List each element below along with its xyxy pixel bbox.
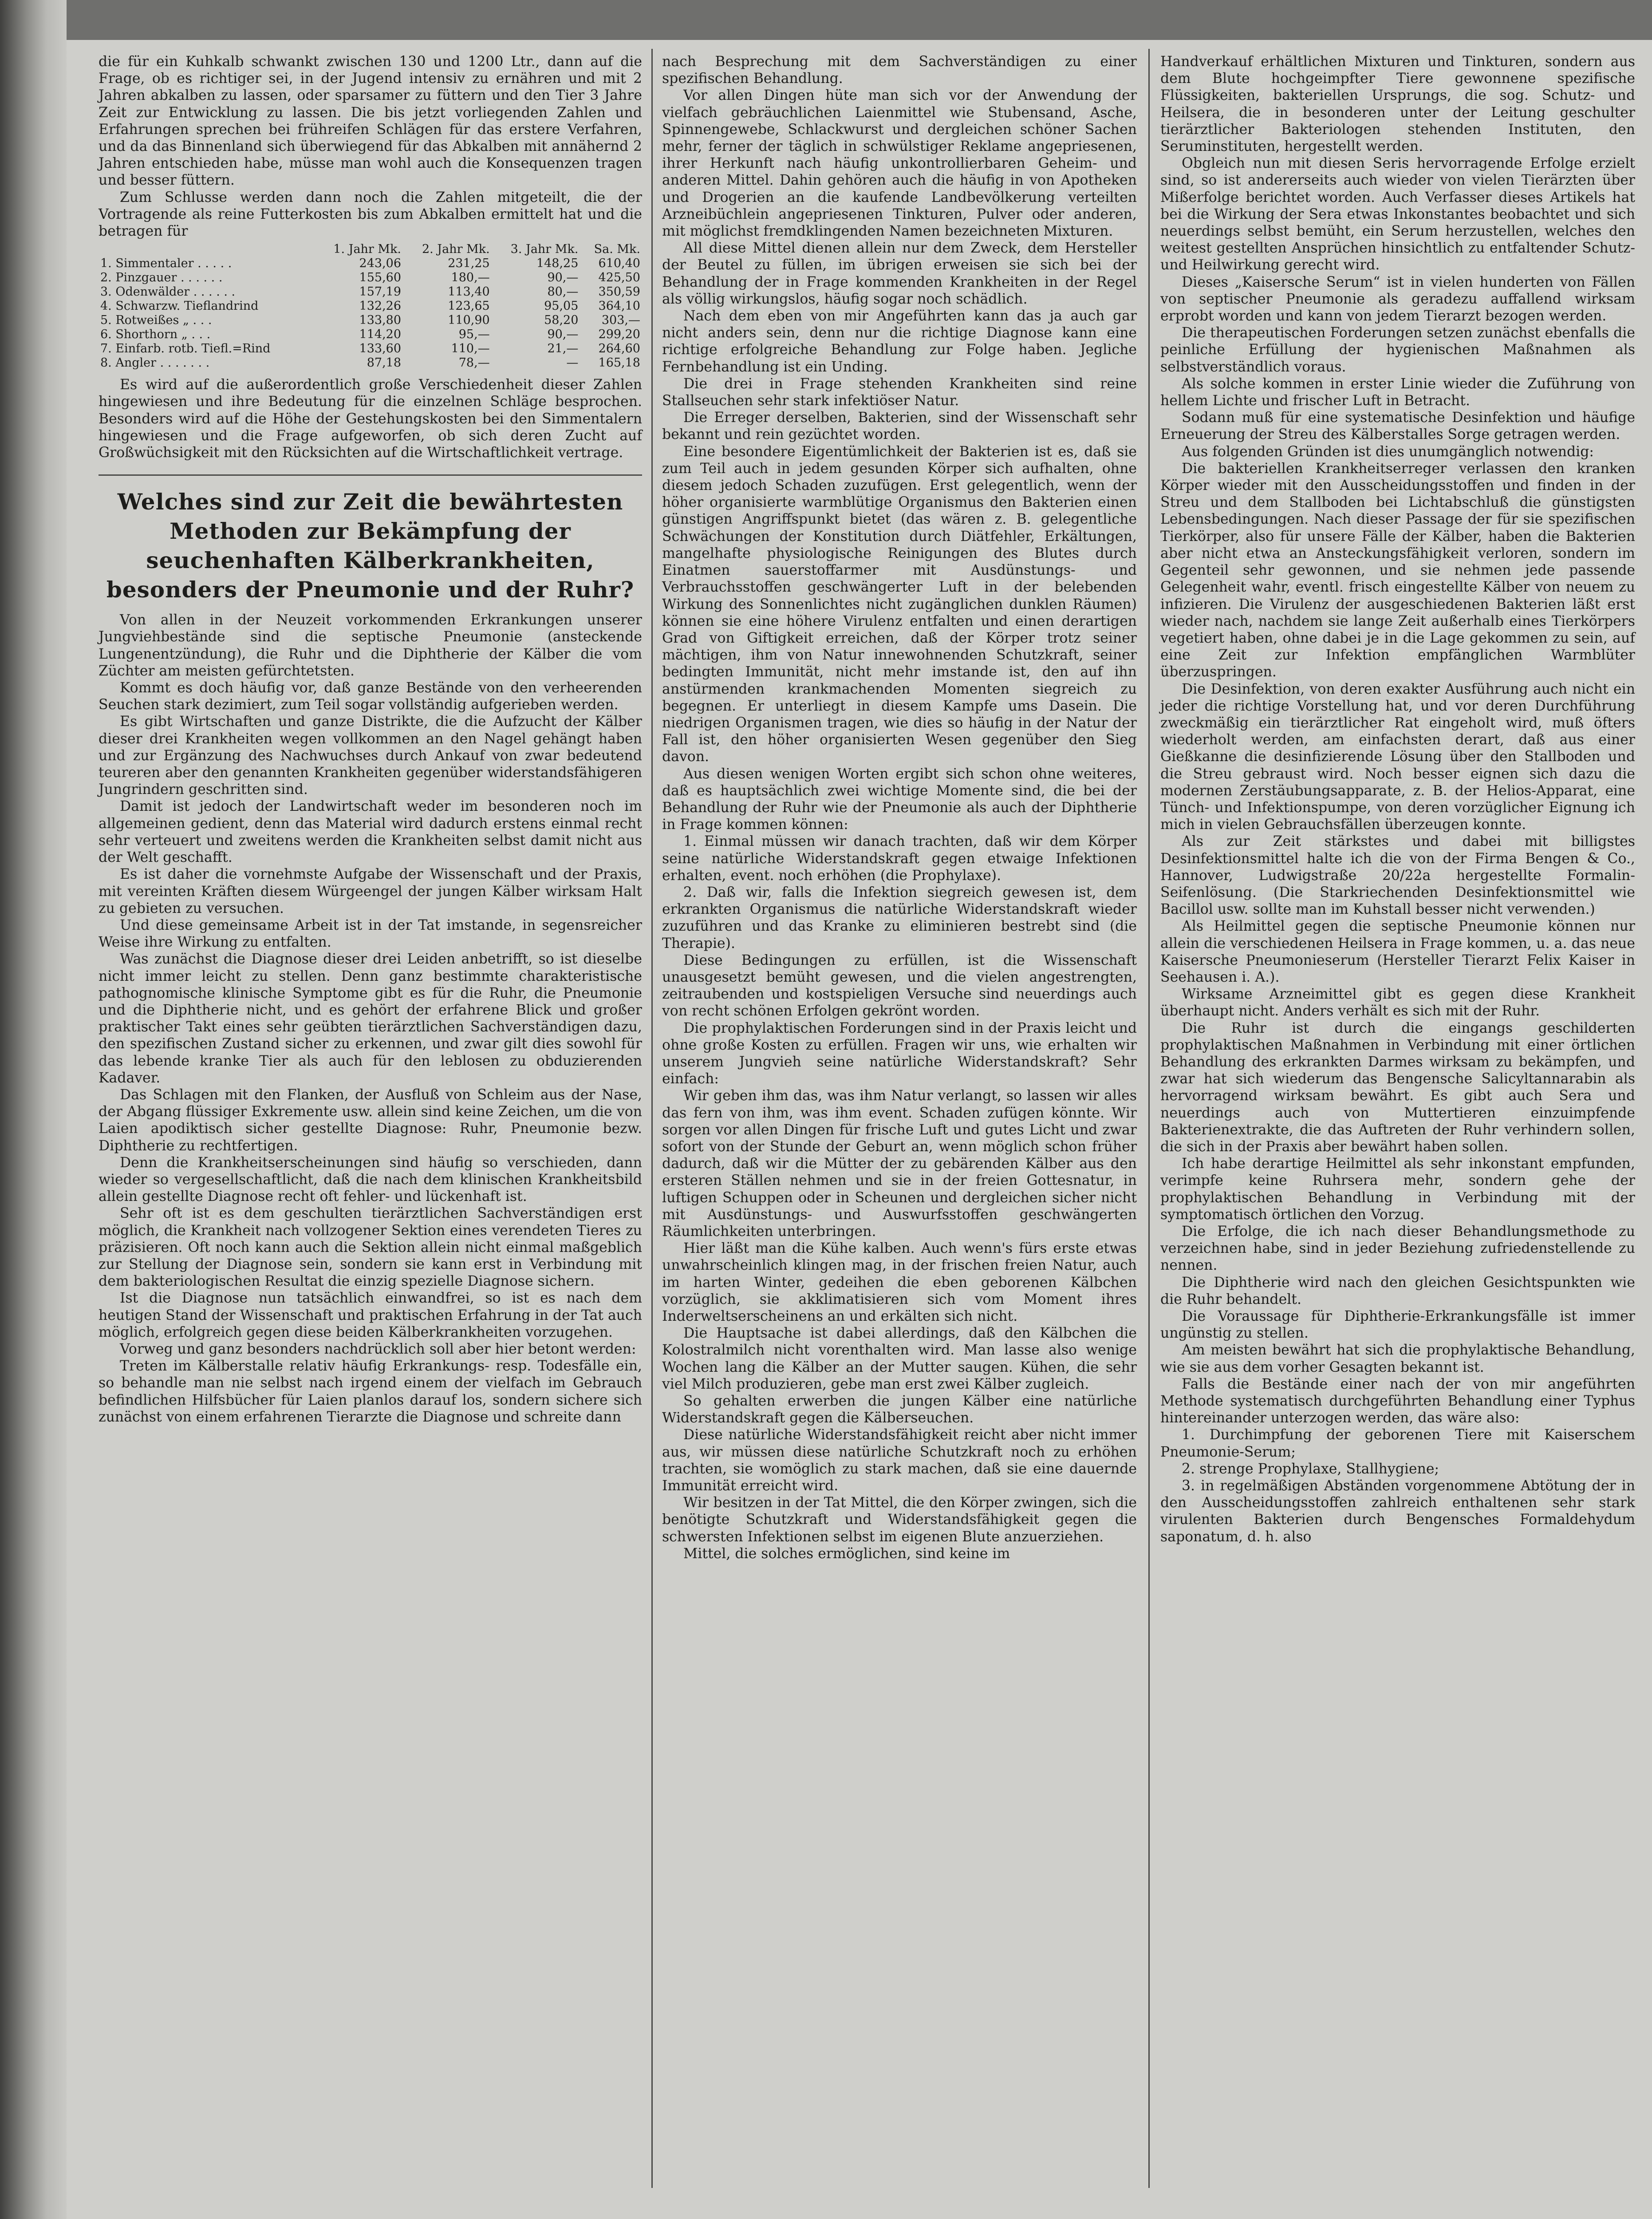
body-paragraph: Obgleich nun mit diesen Seris hervorragende Erfolge erzielt sind, so ist andererseits auch wieder von vielen Tierärzten über Mißerfolge berichtet worden. Auch Verfasser dieses Artikels hat bei die Wirkung der Sera etwas Inkonstantes beobachtet und sich neuerdings selbst bemüht, ein Serum herzustellen, welches den weitest gestellten Ansprüchen hinsichtlich zu entfaltender Schutz- und Heilwirkung gerecht wird. (1160, 155, 1635, 273)
body-paragraph: Aus folgenden Gründen ist dies unumgänglich notwendig: (1182, 443, 1594, 460)
table-row (99, 271, 642, 285)
body-paragraph: All diese Mittel dienen allein nur dem Zweck, dem Hersteller der Beutel zu füllen, im übrigen erweisen sie sich bei der Behandlung der in Frage kommenden Krankheiten in der Regel als völlig wirkungslos, häufig sogar noch schädlich. (662, 240, 1137, 307)
body-paragraph: Wir geben ihm das, was ihm Natur verlangt, so lassen wir alles das fern von ihm, was ihm event. Schaden zufügen könnte. Wir sorgen vor allen Dingen für frische Luft und gutes Licht und zwar sofort von der Stunde der Geburt an, wenn möglich schon früher dadurch, daß wir die Mütter der zu gebärenden Kälber aus den ersteren Ställen nehmen und sie in der freien Gottesnatur, in luftigen Schuppen oder in Scheunen und dergleichen sicher nicht mit Ausdünstungs- und Auswurfsstoffen geschwängerten Räumlichkeiten unterbringen. (662, 1088, 1137, 1240)
right-column (1160, 53, 1635, 1545)
body-paragraph: Hier läßt man die Kühe kalben. Auch wenn's fürs erste etwas unwahrscheinlich klingen mag, in der frischen freien Natur, auch im harten Winter, gedeihen die eben geborenen Kälbchen vorzüglich, sie akklimatisieren sich vom Moment ihres Inderweltserscheinens an und erkälten sich nicht. (662, 1240, 1137, 1325)
body-paragraph: Die Hauptsache ist dabei allerdings, daß den Kälbchen die Kolostralmilch nicht vorenthalten wird. Man lasse also wenige Wochen lang die Kälber an der Mutter saugen. Kühen, die sehr viel Milch produzieren, gebe man erst zwei Kälber zugleich. (662, 1325, 1137, 1392)
list-item: 3. in regelmäßigen Abständen vorgenommene Abtötung der in den Ausscheidungsstoffen zahlreich enthaltenen sehr stark virulenten Bakterien durch Bengensches Formaldehydum saponatum, d. h. also (1160, 1478, 1635, 1545)
body-paragraph: Die Ruhr ist durch die eingangs geschilderten prophylaktischen Maßnahmen in Verbindung mit einer örtlichen Behandlung des erkrankten Darmes wirksam zu bekämpfen, und zwar hat sich wiederum das Bengensche Salicyltannarabin als hervorragend wirksam bewährt. Es gibt auch Sera und neuerdings auch von Muttertieren einzuimpfende Bakterienextrakte, die das Auftreten der Ruhr verhindern sollen, die sich in der Praxis aber bewährt haben sollen. (1160, 1020, 1635, 1155)
body-paragraph: Vor allen Dingen hüte man sich vor der Anwendung der vielfach gebräuchlichen Laienmittel wie Stubensand, Asche, Spinnengewebe, Schlackwurst und dergleichen schöner Sachen mehr, ferner der täglich in schwülstiger Reklame angepriesenen, ihrer Herkunft nach häufig unkontrollierbaren Geheim- und anderen Mittel. Dahin gehören auch die häufig in von Apotheken und Drogerien an die kaufende Landbevölkerung verteilten Arzneibüchlein angepriesenen Tinkturen, Pulver oder anderen, mit möglichst fremdklingenden Namen bezeichneten Mixturen. (662, 87, 1137, 240)
breed-cell: 4. Schwarzw. Tieflandrind (100, 299, 259, 313)
breed-cell: 6. Shorthorn „ . . . (100, 328, 211, 342)
body-paragraph: Eine besondere Eigentümlichkeit der Bakterien ist es, daß sie zum Teil auch in jedem gesunden Körper sich aufhalten, ohne diesem jedoch Schaden zuzufügen. Erst gelegentlich, wenn der höher organisierte warmblütige Organismus den Bakterien einen günstigen Angriffspunkt bietet (das wären z. B. gelegentliche Schwächungen der Konstitution durch Diätfehler, Erkältungen, mangelhafte physiologische Reinigungen des Blutes durch Einatmen sauerstoffarmer mit Ausdünstungs- und Verbrauchsstoffen geschwängerter Luft in der belebenden Wirkung des Sonnenlichtes nicht zugänglichen dunklen Räumen) können sie eine höhere Virulenz entfalten und einen derartigen Grad von Giftigkeit erreichen, daß der Körper trotz seiner mächtigen, ihm von Natur innewohnenden Schutzkraft, seiner bedingten Immunität, nicht mehr imstande ist, den auf ihn anstürmenden krankmachenden Momenten siegreich zu begegnen. Er unterliegt in diesem Kampfe ums Dasein. Die niedrigen Organismen tragen, wie dies so häufig in der Natur der Fall ist, den höher organisierten Wesen gegenüber den Sieg davon. (662, 443, 1137, 765)
table-header: 2. Jahr Mk. (422, 242, 490, 257)
body-paragraph: Von allen in der Neuzeit vorkommenden Erkrankungen unserer Jungviehbestände sind die septische Pneumonie (ansteckende Lungenentzündung), die Ruhr und die Diphtherie der Kälber die vom Züchter am meisten gefürchtetsten. (99, 612, 642, 679)
cost-cell: 90,— (547, 271, 579, 285)
cost-cell: 231,25 (448, 257, 490, 271)
table-row (99, 328, 642, 342)
table-header-row (99, 242, 642, 257)
list-item: 2. strenge Prophylaxe, Stallhygiene; (1182, 1461, 1439, 1477)
treatment-list (1160, 1426, 1635, 1545)
breed-cell: 8. Angler . . . . . . . (100, 356, 210, 370)
cost-cell: 180,— (451, 271, 490, 285)
body-paragraph: So gehalten erwerben die jungen Kälber eine natürliche Widerstandskraft gegen die Kälberseuchen. (662, 1393, 1137, 1426)
cost-cell: 95,— (458, 328, 490, 342)
breed-cell: 3. Odenwälder . . . . . . (100, 285, 236, 299)
body-paragraph: Das Schlagen mit den Flanken, der Ausfluß von Schleim aus der Nase, der Abgang flüssiger Exkremente usw. allein sind keine Zeichen, um die von Laien apodiktisch sicher gestellte Diagnose: Ruhr, Pneumonie bezw. Diphtherie zu rechtfertigen. (99, 1086, 642, 1154)
table-row (99, 313, 642, 328)
article-divider (99, 474, 642, 476)
book-page-edge (0, 0, 67, 2219)
body-paragraph: Es ist daher die vornehmste Aufgabe der Wissenschaft und der Praxis, mit vereinten Kräften diesem Würgeengel der jungen Kälber wirksam Halt zu gebieten zu versuchen. (99, 866, 642, 916)
breed-cell: 7. Einfarb. rotb. Tiefl.=Rind (100, 342, 271, 356)
body-paragraph: Falls die Bestände einer nach der von mir angeführten Methode systematisch durchgeführten Behandlung einer Typhus hintereinander unterzogen werden, das wäre also: (1160, 1376, 1635, 1426)
cost-cell: 114,20 (359, 328, 402, 342)
body-paragraph: Die bakteriellen Krankheitserreger verlassen den kranken Körper wieder mit den Ausscheidungsstoffen und finden in der Streu und dem Stallboden bei Lichtabschluß die günstigsten Lebensbedingungen. Nach dieser Passage der für sie spezifischen Tierkörper, also für unsere Fälle der Kälber, haben die Bakterien aber nicht etwa an Ansteckungsfähigkeit verloren, sondern im Gegenteil sehr gewonnen, und sie nehmen jede passende Gelegenheit wahr, eventl. frisch eingestellte Kälber von neuem zu infizieren. Die Virulenz der ausgeschiedenen Bakterien läßt erst wieder nach, nachdem sie lange Zeit außerhalb eines Tierkörpers vegetiert haben, ohne dabei je in die Lage gekommen zu sein, auf eine Zeit zur Infektion empfänglichen Warmblüter überzuspringen. (1160, 460, 1635, 680)
cost-cell: 132,26 (359, 299, 402, 313)
body-paragraph: Die drei in Frage stehenden Krankheiten sind reine Stallseuchen sehr stark infektiöser Natur. (662, 375, 1137, 409)
body-paragraph: Und diese gemeinsame Arbeit ist in der Tat imstande, in segensreicher Weise ihre Wirkung zu entfalten. (99, 917, 642, 951)
cost-cell: 110,— (451, 342, 490, 356)
body-paragraph: Ist die Diagnose nun tatsächlich einwandfrei, so ist es nach dem heutigen Stand der Wissenschaft und praktischen Erfahrung in der Tat auch möglich, erfolgreich gegen diese beiden Kälberkrankheiten vorzugehen. (99, 1290, 642, 1340)
cost-cell: 165,18 (598, 356, 640, 370)
table-header (99, 242, 314, 257)
body-paragraph: Diese natürliche Widerstandsfähigkeit reicht aber nicht immer aus, wir müssen diese natürliche Schutzkraft noch zu erhöhen trachten, sie womöglich zu stark machen, daß sie eine dauernde Immunität erreicht wird. (662, 1427, 1137, 1494)
body-paragraph: Sodann muß für eine systematische Desinfektion und häufige Erneuerung der Streu des Kälberstalles Sorge getragen werden. (1160, 410, 1635, 443)
column-rule-right (1148, 49, 1150, 2188)
body-paragraph: 2. Daß wir, falls die Infektion siegreich gewesen ist, dem erkrankten Organismus die natürliche Widerstandskraft wieder zuzuführen und das Kranke zu eliminieren bestrebt sind (die Therapie). (662, 884, 1137, 952)
cost-cell: 123,65 (448, 299, 490, 313)
costs-paragraph: Zum Schlusse werden dann noch die Zahlen mitgeteilt, die der Vortragende als reine Futterkosten bis zum Abkalben ermittelt hat und die betragen für (99, 189, 642, 240)
body-paragraph: Die Desinfektion, von deren exakter Ausführung auch nicht ein jeder die richtige Vorstellung hat, und vor deren Durchführung zweckmäßig ein tierärztlicher Rat eingeholt wird, muß öfters wiederholt werden, am einfachsten derart, daß aus einer Gießkanne die desinfizierende Lösung über den Stallboden und die Streu gebraust wird. Noch besser eignen sich dazu die modernen Zerstäubungsapparate, z. B. der Helios-Apparat, eine Tünch- und Infektionspumpe, von deren vorzüglicher Eignung ich mich in vielen Gebrauchsfällen überzeugen konnte. (1160, 681, 1635, 833)
body-paragraph: Die therapeutischen Forderungen setzen zunächst ebenfalls die peinliche Erfüllung der hygienischen Maßnahmen als selbstverständlich voraus. (1160, 325, 1635, 375)
table-header: Sa. Mk. (594, 242, 640, 257)
body-paragraph: Als zur Zeit stärkstes und dabei mit billigstes Desinfektionsmittel halte ich die von der Firma Bengen & Co., Hannover, Ludwigstraße 20/22a hergestellte Formalin-Seifenlösung. (Die Starkriechenden Desinfektionsmittel wie Bacillol usw. sollte man im Kuhstall besser nicht verwenden.) (1160, 833, 1635, 918)
cost-cell: 264,60 (598, 342, 640, 356)
cost-cell: 113,40 (448, 285, 490, 299)
body-paragraph: Die Erfolge, die ich nach dieser Behandlungsmethode zu verzeichnen habe, sind in jeder Beziehung zufriedenstellende zu nennen. (1160, 1224, 1635, 1274)
cost-cell: 133,60 (359, 342, 402, 356)
breed-cell: 5. Rotweißes „ . . . (100, 313, 212, 328)
body-paragraph: Handverkauf erhältlichen Mixturen und Tinkturen, sondern aus dem Blute hochgeimpfter Tiere gewonnene spezifische Flüssigkeiten, bakteriellen Ursprungs, die sog. Schutz- und Heilsera, die in besonderen unter der Leitung geschulter tierärztlicher Bakteriologen stehenden Instituten, den Seruminstituten, hergestellt werden. (1160, 54, 1635, 155)
cost-cell: 87,18 (367, 356, 402, 370)
cost-cell: 425,50 (598, 271, 640, 285)
cost-cell: — (566, 356, 579, 370)
body-paragraph: Aus diesen wenigen Worten ergibt sich schon ohne weiteres, daß es hauptsächlich zwei wichtige Momente sind, die bei der Behandlung der Ruhr wie der Pneumonie als auch der Diphtherie in Frage kommen können: (662, 766, 1137, 833)
cost-cell: 157,19 (359, 285, 402, 299)
table-header: 1. Jahr Mk. (333, 242, 402, 257)
intro-paragraph: die für ein Kuhkalb schwankt zwischen 130 und 1200 Ltr., dann auf die Frage, ob es richtiger sei, in der Jugend intensiv zu ernähren und mit 2 Jahren abkalben zu lassen, oder sparsamer zu füttern und den Tier 3 Jahre Zeit zur Entwicklung zu lassen. Die bis jetzt vorliegenden Zahlen und Erfahrungen sprechen bei frühreifen Schlägen für das erstere Verfahren, und da das Binnenland sich überwiegend für das Abkalben mit annähernd 2 Jahren entschieden habe, müsse man wohl auch die Konsequenzen tragen und besser füttern. (99, 54, 642, 189)
body-paragraph: Am meisten bewährt hat sich die prophylaktische Behandlung, wie sie aus dem vorher Gesagten bekannt ist. (1160, 1342, 1635, 1375)
body-paragraph: Nach dem eben von mir Angeführten kann das ja auch gar nicht anders sein, denn nur die richtige Diagnose kann eine richtige erfolgreiche Behandlung zur Folge haben. Jegliche Fernbehandlung ist ein Unding. (662, 308, 1137, 375)
closing-paragraph: Es wird auf die außerordentlich große Verschiedenheit dieser Zahlen hingewiesen und ihre Bedeutung für die einzelnen Schläge besprochen. Besonders wird auf die Höhe der Gestehungskosten bei den Simmentalern hingewiesen und die Frage aufgeworfen, ob sich deren Zucht auf Großwüchsigkeit mit den Rücksichten auf die Wirtschaftlichkeit vertrage. (99, 377, 642, 461)
cost-cell: 610,40 (598, 257, 640, 271)
breed-cell: 1. Simmentaler . . . . . (100, 257, 232, 271)
column-rule-left (651, 49, 653, 2188)
cost-cell: 133,80 (359, 313, 402, 328)
table-row (99, 257, 642, 271)
cost-cell: 243,06 (359, 257, 402, 271)
body-paragraph: Sehr oft ist es dem geschulten tierärztlichen Sachverständigen erst möglich, die Krankheit nach vollzogener Sektion eines verendeten Tieres zu präzisieren. Oft noch kann auch die Sektion allein nicht einmal maßgeblich zur Stellung der Diagnose sein, sondern sie kann erst in Verbindung mit dem bakteriologischen Resultat die einzig spezielle Diagnose sichern. (99, 1205, 642, 1290)
body-paragraph: Als solche kommen in erster Linie wieder die Zuführung von hellem Lichte und frischer Luft in Betracht. (1160, 375, 1635, 409)
cost-cell: 299,20 (598, 328, 640, 342)
cost-cell: 95,05 (544, 299, 579, 313)
body-paragraph: Die Erreger derselben, Bakterien, sind der Wissenschaft sehr bekannt und rein gezüchtet worden. (662, 410, 1137, 443)
body-paragraph: Es gibt Wirtschaften und ganze Distrikte, die die Aufzucht der Kälber dieser drei Krankheiten wegen vollkommen an den Nagel gehängt haben und zur Ergänzung des Nachwuchses durch Ankauf von zwar bedeutend teureren aber den genannten Krankheiten gegenüber widerstandsfähigeren Jungrindern geschritten sind. (99, 714, 642, 798)
cost-cell: 303,— (601, 313, 640, 328)
feed-cost-table (99, 242, 642, 370)
body-paragraph: Mittel, die solches ermöglichen, sind keine im (683, 1545, 1010, 1562)
body-paragraph: Wir besitzen in der Tat Mittel, die den Körper zwingen, sich die benötigte Schutzkraft und Widerstandsfähigkeit gegen die schwersten Infektionen selbst im eigenen Blute anzuerziehen. (662, 1495, 1137, 1545)
body-paragraph: Wirksame Arzneimittel gibt es gegen diese Krankheit überhaupt nicht. Anders verhält es sich mit der Ruhr. (1160, 986, 1635, 1019)
cost-cell: 78,— (458, 356, 490, 370)
breed-cell: 2. Pinzgauer . . . . . . (100, 271, 223, 285)
body-paragraph: Dieses „Kaisersche Serum“ ist in vielen hunderten von Fällen von septischer Pneumonie als geradezu auffallend wirksam erprobt worden und kann von jedem Tierarzt bezogen werden. (1160, 274, 1635, 324)
cost-cell: 110,90 (448, 313, 490, 328)
body-paragraph: Kommt es doch häufig vor, daß ganze Bestände von den verheerenden Seuchen stark dezimiert, zum Teil sogar vollständig aufgerieben werden. (99, 680, 642, 713)
cost-cell: 90,— (547, 328, 579, 342)
body-paragraph: Diese Bedingungen zu erfüllen, ist die Wissenschaft unausgesetzt bemüht gewesen, und die vielen angestrengten, zeitraubenden und kostspieligen Versuche sind neuerdings auch von recht schönen Erfolgen gekrönt worden. (662, 952, 1137, 1019)
middle-column (662, 53, 1137, 1562)
body-paragraph: Vorweg und ganz besonders nachdrücklich soll aber hier betont werden: (120, 1341, 636, 1357)
table-row (99, 299, 642, 313)
table-row (99, 285, 642, 299)
body-paragraph: 1. Einmal müssen wir danach trachten, daß wir dem Körper seine natürliche Widerstandskraft gegen etwaige Infektionen erhalten, event. noch erhöhen (die Prophylaxe). (662, 833, 1137, 884)
cost-cell: 21,— (547, 342, 579, 356)
body-paragraph: Damit ist jedoch der Landwirtschaft weder im besonderen noch im allgemeinen gedient, denn das Material wird dadurch erstens einmal recht sehr verteuert und zweitens werden die Krankheiten selbst damit nicht aus der Welt geschafft. (99, 798, 642, 866)
cost-cell: 80,— (547, 285, 579, 299)
body-paragraph: Die Voraussage für Diphtherie-Erkrankungsfälle ist immer ungünstig zu stellen. (1160, 1308, 1635, 1342)
cost-cell: 155,60 (359, 271, 402, 285)
cost-cell: 58,20 (544, 313, 579, 328)
body-paragraph: Denn die Krankheitserscheinungen sind häufig so verschieden, dann wieder so vergesellschaftlicht, daß die nach dem klinischen Krankheitsbild allein gestellte Diagnose recht oft fehler- und lückenhaft ist. (99, 1154, 642, 1205)
left-column (99, 53, 642, 1425)
body-paragraph: Was zunächst die Diagnose dieser drei Leiden anbetrifft, so ist dieselbe nicht immer leicht zu stellen. Denn ganz bestimmte charakteristische pathognomische klinische Symptome gibt es für die Ruhr, die Pneumonie und die Diphtherie nicht, und es gehört der erfahrene Blick und großer praktischer Takt eines sehr geübten tierärztlichen Sachverständigen dazu, den spezifischen Zustand sicher zu erkennen, und zwar gilt dies sowohl für das lebende kranke Tier als auch für den leblosen zu obduzierenden Kadaver. (99, 951, 642, 1086)
cost-cell: 148,25 (536, 257, 579, 271)
body-paragraph: Ich habe derartige Heilmittel als sehr inkonstant empfunden, verimpfe keine Ruhrsera mehr, sondern gehe der prophylaktischen Behandlung in Verbindung mit der symptomatisch örtlichen den Vorzug. (1160, 1156, 1635, 1223)
body-paragraph: Treten im Kälberstalle relativ häufig Erkrankungs- resp. Todesfälle ein, so behandle man nie selbst nach irgend einem der vielfach im Gebrauch befindlichen Hilfsbücher für Laien planlos darauf los, sondern sichere sich zunächst von einem erfahrenen Tierarzte die Diagnose und schreite dann (99, 1358, 642, 1425)
article-title: Welches sind zur Zeit die bewährtesten Methoden zur Bekämpfung der seuchenhaften Kälberkrankheiten, besonders der Pneumonie und der Ruhr? (106, 489, 635, 603)
table-header: 3. Jahr Mk. (510, 242, 579, 257)
cost-cell: 350,59 (598, 285, 640, 299)
cost-cell: 364,10 (598, 299, 640, 313)
list-item: 1. Durchimpfung der geborenen Tiere mit Kaiserschem Pneumonie-Serum; (1160, 1427, 1635, 1460)
table-row (99, 356, 642, 370)
body-paragraph: nach Besprechung mit dem Sachverständigen zu einer spezifischen Behandlung. (662, 54, 1137, 87)
body-paragraph: Als Heilmittel gegen die septische Pneumonie können nur allein die verschiedenen Heilsera in Frage kommen, u. a. das neue Kaisersche Pneumonieserum (Hersteller Tierarzt Felix Kaiser in Seehausen i. A.). (1160, 918, 1635, 985)
body-paragraph: Die prophylaktischen Forderungen sind in der Praxis leicht und ohne große Kosten zu erfüllen. Fragen wir uns, wie erhalten wir unserem Jungvieh seine natürliche Widerstandskraft? Sehr einfach: (662, 1020, 1137, 1087)
body-paragraph: Die Diphtherie wird nach den gleichen Gesichtspunkten wie die Ruhr behandelt. (1160, 1274, 1635, 1307)
table-row (99, 342, 642, 356)
